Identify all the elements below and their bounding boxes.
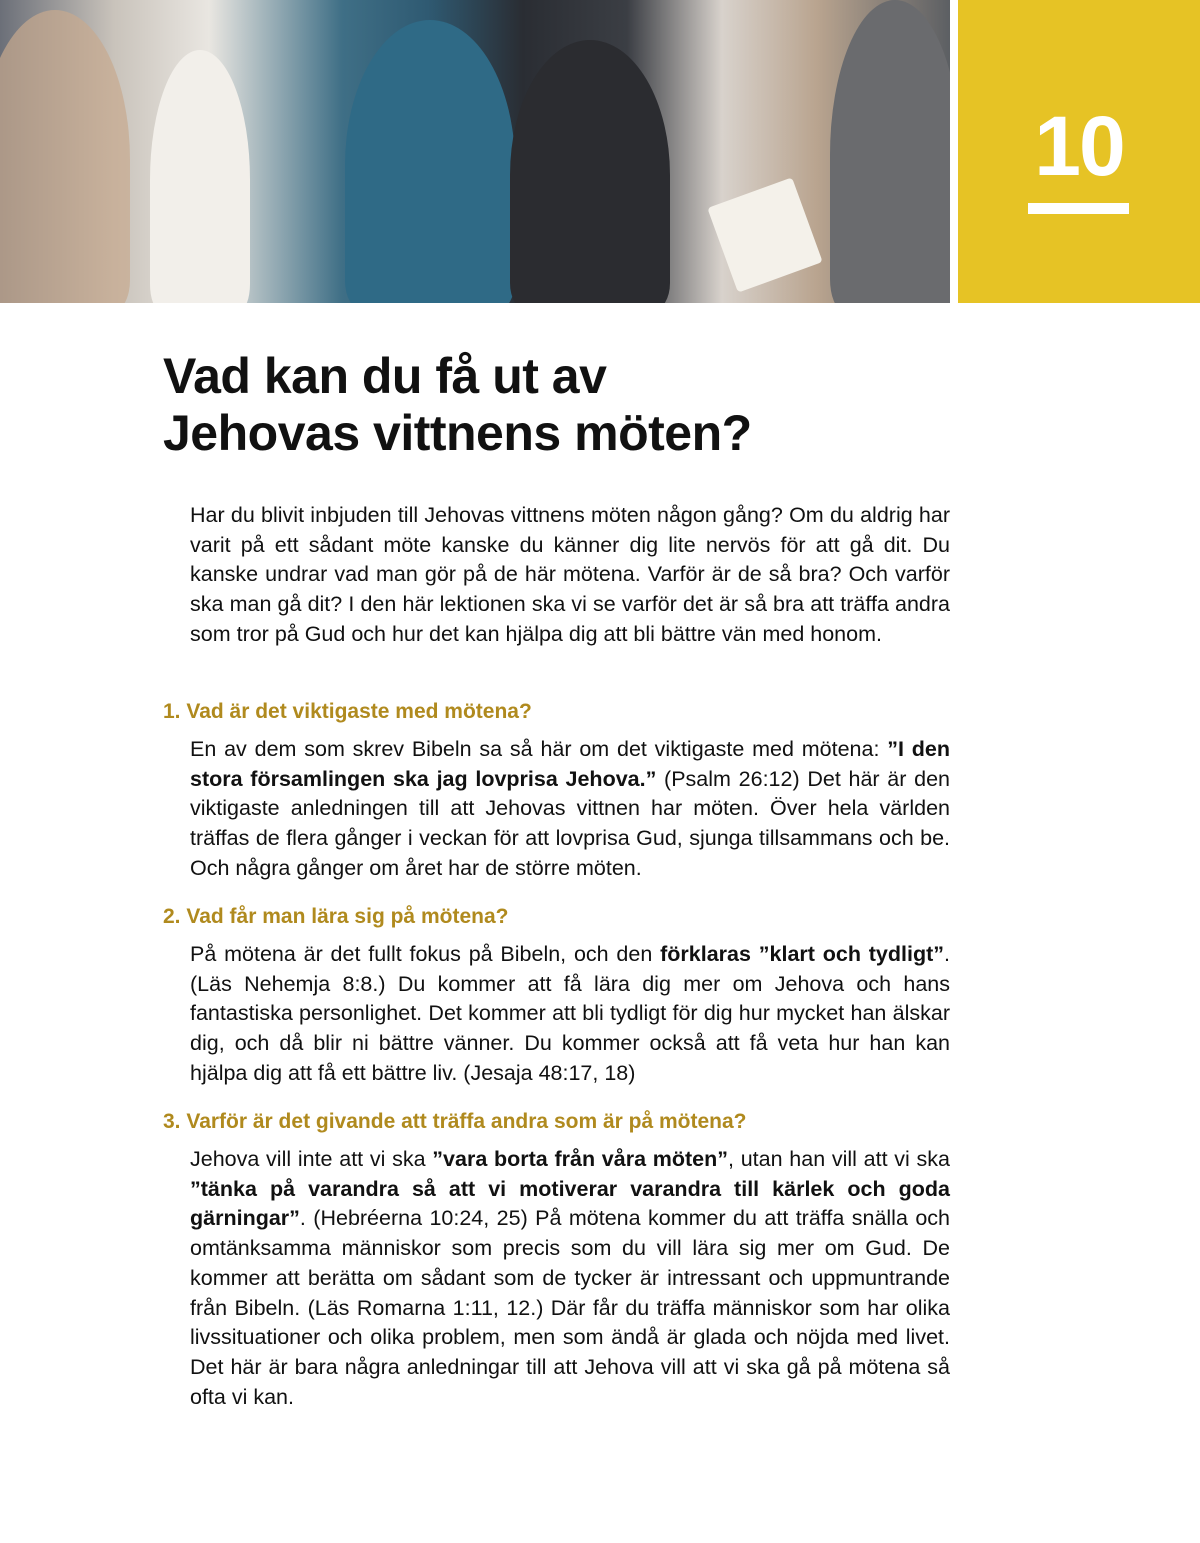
- section-body-1: [190, 735, 950, 884]
- section-body-2: [190, 940, 950, 1089]
- lesson-number-badge: [958, 0, 1200, 303]
- section-heading-2: 2. Vad får man lära sig på mötena?: [163, 905, 509, 928]
- text: . (Hebréerna 10:24, 25) På mötena kommer du att träffa snälla och omtänksamma människor som precis som du vill lära sig mer om Gud. De kommer att berätta om sådant som de tycker är intressant och uppmuntrande från Bibeln. (Läs Romarna 1:11, 12.) Där får du träffa människor som har olika livssituationer och olika problem, men som ändå är glada och nöjda med livet. Det här är bara några anledningar till att Jehova vill att vi ska gå på mötena så ofta vi kan.: [190, 1206, 950, 1409]
- bold-quote: förklaras ”klart och tydligt”: [660, 942, 945, 966]
- section-body-3: [190, 1145, 950, 1412]
- page-title: [163, 348, 943, 462]
- text: . (Läs Nehemja 8:8.) Du kommer att få lära dig mer om Jehova och hans fantastiska personlighet. Det kommer att bli tydligt för dig hur mycket han älskar dig, och då blir ni bättre vänner. Du kommer också att få veta hur han kan hjälpa dig att få ett bättre liv. (Jesaja 48:17, 18): [190, 942, 950, 1085]
- text: (Psalm 26:12) Det här är den viktigaste anledningen till att Jehovas vittnen har möten. Över hela världen träffas de flera gånger i veckan för att lovprisa Gud, sjunga tillsammans och be. Och några gånger om året har de större möten.: [190, 766, 950, 880]
- lesson-number: 10: [1034, 99, 1124, 193]
- lesson-number-underline: [1028, 203, 1129, 214]
- bold-quote: ”vara borta från våra möten”: [432, 1147, 729, 1171]
- bold-quote: ”tänka på varandra så att vi motiverar varandra till kärlek och goda gärningar”: [190, 1176, 950, 1231]
- meeting-photo: [0, 0, 950, 303]
- title-line-2: Jehovas vittnens möten?: [163, 405, 752, 461]
- bold-quote: ”I den stora församlingen ska jag lovprisa Jehova.”: [190, 737, 950, 791]
- text: , utan han vill att vi ska: [728, 1147, 950, 1171]
- text: På mötena är det fullt fokus på Bibeln, och den: [190, 942, 661, 966]
- intro-text: Har du blivit inbjuden till Jehovas vittnens möten någon gång? Om du aldrig har varit på ett sådant möte kanske du känner dig lite nervös för att gå dit. Du kanske undrar vad man gör på de här mötena. Varför är de så bra? Och varför ska man gå dit? I den här lektionen ska vi se varför det är så bra att träffa andra som tror på Gud och hur det kan hjälpa dig att bli bättre vän med honom.: [190, 503, 950, 646]
- title-line-1: Vad kan du få ut av: [163, 348, 607, 404]
- intro-paragraph: [190, 501, 950, 650]
- text: Jehova vill inte att vi ska: [190, 1147, 433, 1171]
- section-heading-1: 1. Vad är det viktigaste med mötena?: [163, 700, 532, 723]
- section-heading-3: 3. Varför är det givande att träffa andra som är på mötena?: [163, 1110, 747, 1133]
- text: En av dem som skrev Bibeln sa så här om det viktigaste med mötena:: [190, 737, 888, 761]
